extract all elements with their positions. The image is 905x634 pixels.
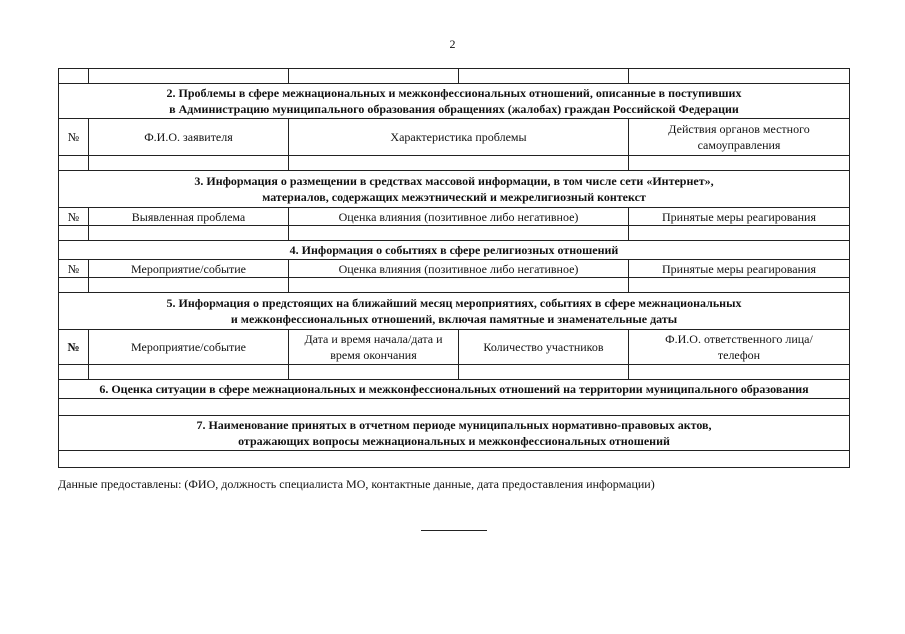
table-cell[interactable] <box>289 278 629 293</box>
col-header-event: Мероприятие/событие <box>89 330 289 365</box>
table-cell[interactable] <box>629 278 850 293</box>
section-6-title-row <box>59 380 850 399</box>
table-row <box>59 399 850 416</box>
table-cell[interactable] <box>59 451 850 468</box>
section-6-title: 6. Оценка ситуации в сфере межнациональных и межконфессиональных отношений на территории муниципального образования <box>59 380 850 399</box>
col-header-applicant: Ф.И.О. заявителя <box>89 119 289 156</box>
table-row <box>59 278 850 293</box>
table-cell[interactable] <box>59 156 89 171</box>
col-header-measures: Принятые меры реагирования <box>629 208 850 226</box>
closing-rule <box>421 530 487 531</box>
table-cell[interactable] <box>459 365 629 380</box>
section-3-title-row <box>59 171 850 208</box>
col-header-problem: Характеристика проблемы <box>289 119 629 156</box>
section-5-title-row <box>59 293 850 330</box>
section-5-header-row <box>59 330 850 365</box>
page-number: 2 <box>449 37 456 51</box>
table-cell[interactable] <box>59 399 850 416</box>
table-cell[interactable] <box>59 278 89 293</box>
table-row <box>59 226 850 241</box>
table-cell[interactable] <box>59 69 89 84</box>
table-cell[interactable] <box>59 226 89 241</box>
report-form-table <box>58 68 850 468</box>
section-4-title: 4. Информация о событиях в сфере религиозных отношений <box>59 241 850 260</box>
table-cell[interactable] <box>89 278 289 293</box>
table-cell[interactable] <box>59 365 89 380</box>
table-cell[interactable] <box>289 69 459 84</box>
section-4-header-row <box>59 260 850 278</box>
col-header-measures: Принятые меры реагирования <box>629 260 850 278</box>
table-cell[interactable] <box>629 69 850 84</box>
table-row <box>59 69 850 84</box>
col-header-impact: Оценка влияния (позитивное либо негативное) <box>289 208 629 226</box>
section-2-title-row <box>59 84 850 119</box>
col-header-impact: Оценка влияния (позитивное либо негативное) <box>289 260 629 278</box>
section-4-title-row <box>59 241 850 260</box>
section-5-title: 5. Информация о предстоящих на ближайший месяц мероприятиях, событиях в сфере межнациональных и межконфессиональных отношений, включая памятные и знаменательные даты <box>59 293 850 330</box>
col-header-participants: Количество участников <box>459 330 629 365</box>
table-row <box>59 451 850 468</box>
section-7-title-row <box>59 416 850 451</box>
section-3-title: 3. Информация о размещении в средствах массовой информации, в том числе сети «Интернет», материалов, содержащих межэтнический и межрелигиозный контекст <box>59 171 850 208</box>
section-7-title: 7. Наименование принятых в отчетном периоде муниципальных нормативно-правовых актов, отражающих вопросы межнациональных и межконфессиональных отношений <box>59 416 850 451</box>
col-header-number: № <box>59 330 89 365</box>
col-header-datetime: Дата и время начала/дата и время окончания <box>289 330 459 365</box>
table-cell[interactable] <box>289 365 459 380</box>
table-cell[interactable] <box>459 69 629 84</box>
section-2-title: 2. Проблемы в сфере межнациональных и межконфессиональных отношений, описанные в поступивших в Администрацию муниципального образования обращениях (жалобах) граждан Российской Федерации <box>59 84 850 119</box>
section-2-header-row <box>59 119 850 156</box>
col-header-number: № <box>59 119 89 156</box>
data-provided-note: Данные предоставлены: (ФИО, должность специалиста МО, контактные данные, дата предоставления информации) <box>58 477 655 491</box>
table-cell[interactable] <box>629 156 850 171</box>
col-header-responsible: Ф.И.О. ответственного лица/ телефон <box>629 330 850 365</box>
col-header-actions: Действия органов местного самоуправления <box>629 119 850 156</box>
col-header-number: № <box>59 260 89 278</box>
table-cell[interactable] <box>89 226 289 241</box>
section-3-header-row <box>59 208 850 226</box>
table-cell[interactable] <box>629 365 850 380</box>
table-cell[interactable] <box>89 365 289 380</box>
table-row <box>59 365 850 380</box>
table-row <box>59 156 850 171</box>
table-cell[interactable] <box>89 69 289 84</box>
col-header-issue: Выявленная проблема <box>89 208 289 226</box>
col-header-number: № <box>59 208 89 226</box>
table-cell[interactable] <box>629 226 850 241</box>
table-cell[interactable] <box>289 226 629 241</box>
table-cell[interactable] <box>89 156 289 171</box>
col-header-event: Мероприятие/событие <box>89 260 289 278</box>
table-cell[interactable] <box>289 156 629 171</box>
